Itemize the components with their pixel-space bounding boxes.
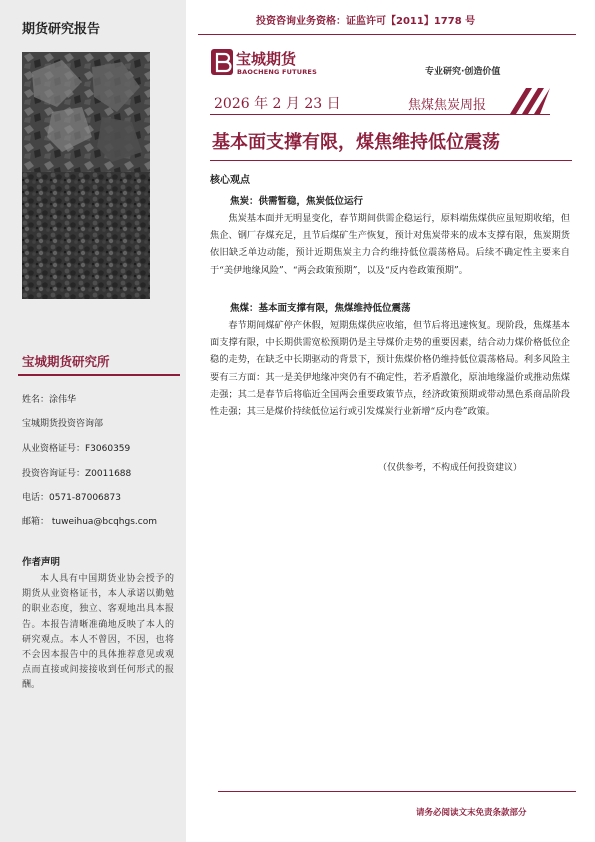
report-type-label: 期货研究报告 [22, 22, 101, 37]
slogan: 专业研究·创造价值 [425, 67, 501, 77]
sidebar [0, 0, 186, 842]
report-date: 2026 年 2 月 23 日 [214, 96, 341, 112]
report-series: 焦煤焦炭周报 [408, 98, 487, 113]
logo-icon [210, 48, 234, 76]
department: 宝城期货投资咨询部 [22, 419, 104, 429]
institute-name: 宝城期货研究所 [22, 354, 110, 369]
reference-note: （仅供参考，不构成任何投资建议） [378, 463, 523, 473]
banner-divider [210, 114, 550, 115]
cert-number: 从业资格证号：F3060359 [22, 444, 131, 454]
logo-text-cn: 宝城期货 [236, 50, 297, 68]
top-divider [198, 34, 576, 35]
declaration-title: 作者声明 [22, 557, 61, 568]
qualification-text: 投资咨询业务资格：证监许可【2011】1778 号 [256, 16, 476, 27]
logo-text-en: BAOCHENG FUTURES [237, 68, 317, 76]
coal-photo [22, 52, 150, 299]
coal-section-title: 焦煤：基本面支撑有限，焦煤维持低位震荡 [230, 303, 411, 314]
email: 邮箱： tuweihua@bcqhgs.com [22, 517, 157, 527]
coal-image [22, 52, 150, 299]
phone: 电话：0571-87006873 [22, 493, 121, 503]
company-logo [210, 48, 330, 80]
coke-section-title: 焦炭：供需暂稳，焦炭低位运行 [230, 196, 364, 207]
core-view-label: 核心观点 [210, 175, 250, 186]
coal-paragraph: 春节期间煤矿停产休假，短期焦煤供应收缩，但节后将迅速恢复。现阶段，焦煤基本面支撑有限，中长期供需宽松预期仍是主导煤价走势的重要因素，结合动力煤价格低位企稳的走势，在缺乏中长期驱动的背景下，预计焦煤价格仍维持低位震荡格局。利多风险主要有三方面：其一是美伊地缘冲突仍有不确定性，若矛盾激化，原油地缘溢价或推动焦煤走强；其二是春节后将临近全国两会重要政策节点，经济政策预期或带动黑色系商品阶段性走强；其三是煤价持续低位运行或引发煤炭行业新增“反内卷”政策。 [210, 320, 570, 418]
declaration-text: 本人具有中国期货业协会授予的期货从业资格证书，本人承诺以勤勉的职业态度，独立、客观地出具本报告。本报告清晰准确地反映了本人的研究观点。本人不曾因，不因，也将不会因本报告中的具体推荐意见或观点而直接或间接接收到任何形式的报酬。 [22, 574, 174, 691]
consult-number: 投资咨询证号：Z0011688 [22, 469, 132, 479]
footer-divider [218, 791, 576, 792]
headline-divider [210, 160, 572, 161]
coke-paragraph: 焦炭基本面并无明显变化，春节期间供需企稳运行，原料端焦煤供应虽短期收缩，但焦企、钢厂存煤充足，且节后煤矿生产恢复，预计对焦炭带来的成本支撑有限，焦炭期货依旧缺乏单边动能，预计近期焦炭主力合约维持低位震荡格局。后续不确定性主要来自于“美伊地缘风险”、“两会政策预期”，以及“反内卷政策预期”。 [210, 213, 570, 276]
footer-disclaimer: 请务必阅读文末免责条款部分 [416, 808, 527, 818]
analyst-name: 姓名：涂伟华 [22, 395, 77, 405]
institute-divider [18, 374, 180, 376]
report-headline: 基本面支撑有限，煤焦维持低位震荡 [212, 132, 500, 153]
